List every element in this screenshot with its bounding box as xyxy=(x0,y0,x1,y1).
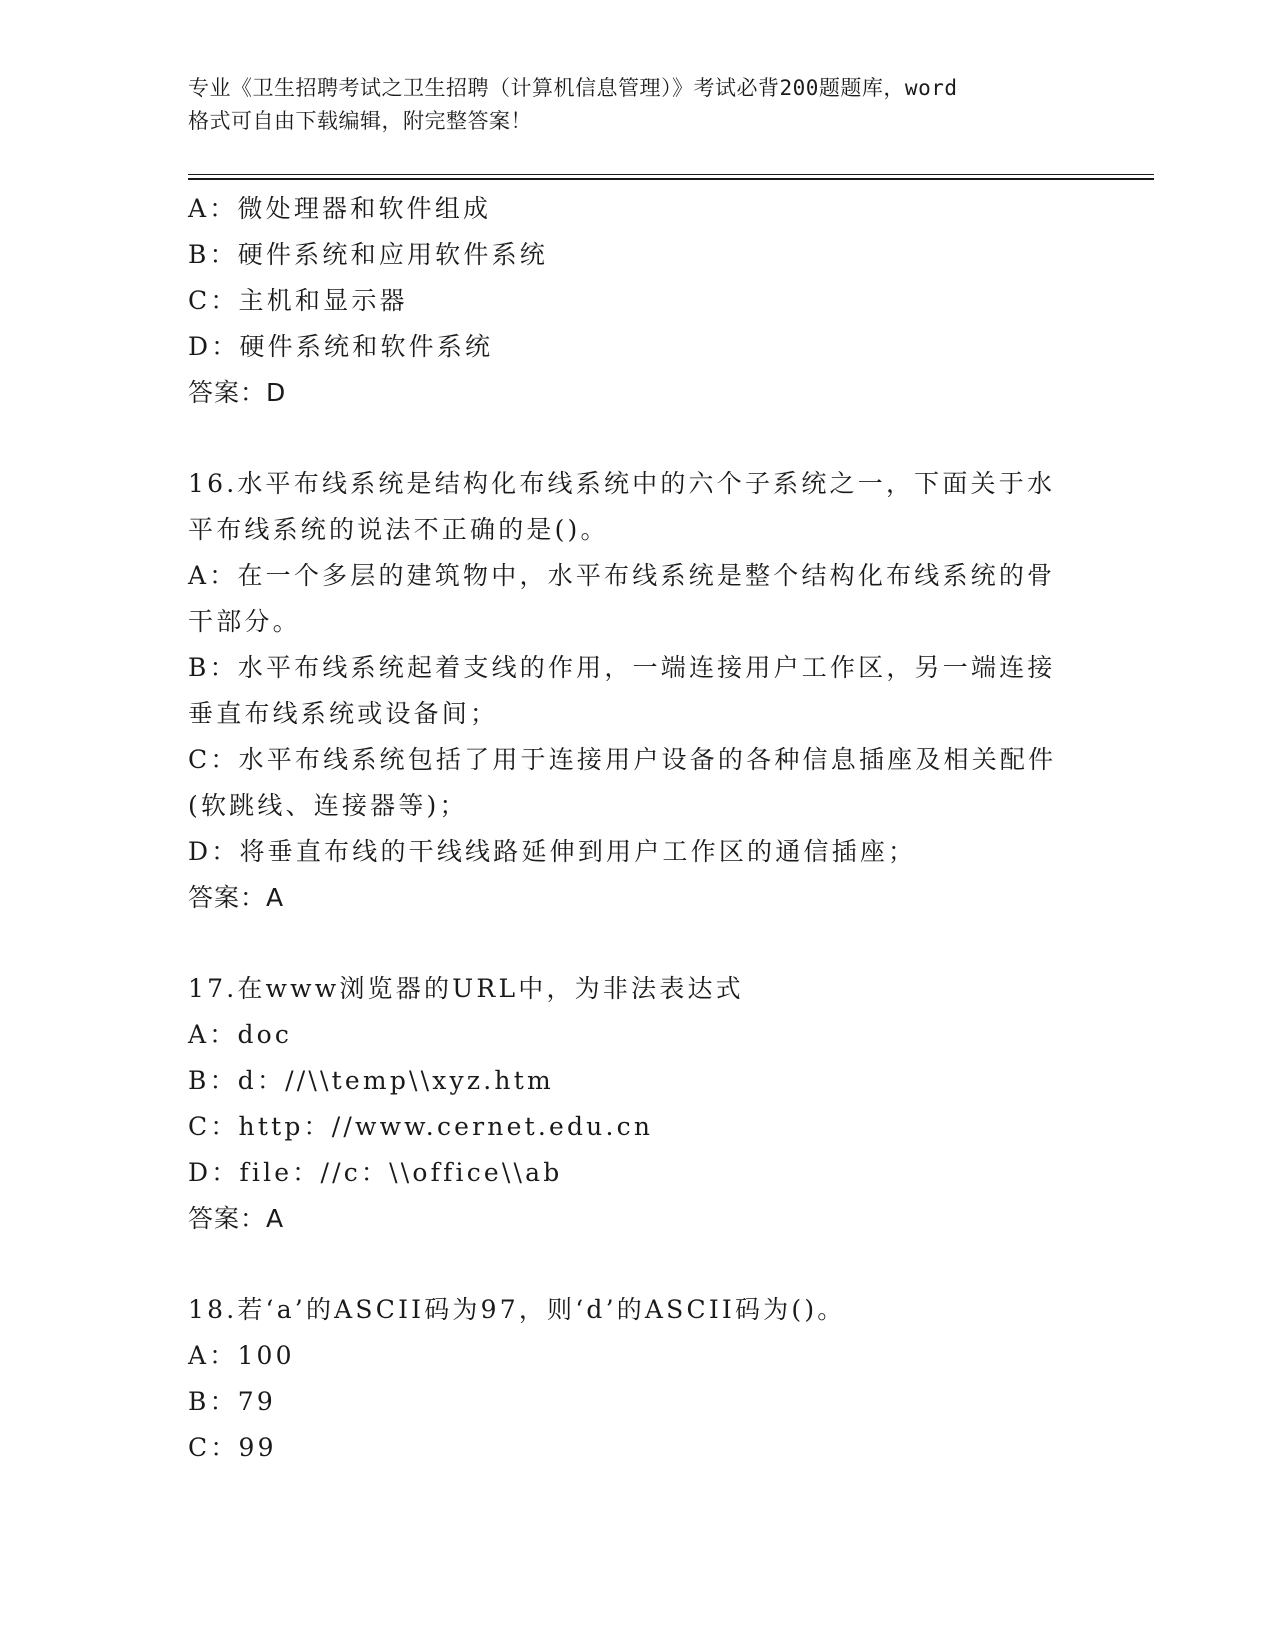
question-16 xyxy=(188,461,1088,921)
option-a: A：微处理器和软件组成 xyxy=(188,194,492,223)
question-15-options xyxy=(188,186,1088,416)
option-c: C：主机和显示器 xyxy=(188,286,408,315)
option-a-line-2: 干部分。 xyxy=(188,607,301,636)
header-divider-thick xyxy=(188,178,1154,180)
answer-label: 答案：D xyxy=(188,378,287,407)
option-c-line-2: (软跳线、连接器等)； xyxy=(188,791,468,820)
question-17 xyxy=(188,966,1088,1242)
option-b: B：硬件系统和应用软件系统 xyxy=(188,240,548,269)
option-d: D：file：//c：\\office\\ab xyxy=(188,1158,563,1187)
option-b: B：79 xyxy=(188,1387,276,1416)
header-divider-thin xyxy=(188,174,1154,175)
answer-label: 答案：A xyxy=(188,883,285,912)
option-b: B：d：//\\temp\\xyz.htm xyxy=(188,1066,554,1095)
question-stem: 17.在www浏览器的URL中，为非法表达式 xyxy=(188,974,744,1003)
option-c: C：http：//www.cernet.edu.cn xyxy=(188,1112,654,1141)
answer-label: 答案：A xyxy=(188,1204,285,1233)
question-stem-line-1: 16.水平布线系统是结构化布线系统中的六个子系统之一，下面关于水 xyxy=(188,469,1056,498)
question-stem-line-2: 平布线系统的说法不正确的是()。 xyxy=(188,515,609,544)
option-c-line-1: C：水平布线系统包括了用于连接用户设备的各种信息插座及相关配件 xyxy=(188,745,1057,774)
option-d: D：将垂直布线的干线线路延伸到用户工作区的通信插座； xyxy=(188,837,917,866)
option-a: A：100 xyxy=(188,1341,295,1370)
header-line-1: 专业《卫生招聘考试之卫生招聘（计算机信息管理）》考试必背200题题库，word xyxy=(188,76,958,100)
option-b-line-2: 垂直布线系统或设备间； xyxy=(188,699,499,728)
option-c: C：99 xyxy=(188,1433,277,1462)
question-list xyxy=(188,186,1088,1471)
option-a-line-1: A：在一个多层的建筑物中，水平布线系统是整个结构化布线系统的骨 xyxy=(188,561,1056,590)
option-d: D：硬件系统和软件系统 xyxy=(188,332,494,361)
option-a: A：doc xyxy=(188,1020,293,1049)
option-b-line-1: B：水平布线系统起着支线的作用，一端连接用户工作区，另一端连接 xyxy=(188,653,1056,682)
header-line-2: 格式可自由下载编辑，附完整答案！ xyxy=(188,109,532,133)
question-stem: 18.若‘a’的ASCII码为97，则‘d’的ASCII码为()。 xyxy=(188,1295,846,1324)
document-header xyxy=(188,72,1088,138)
question-18 xyxy=(188,1287,1088,1471)
